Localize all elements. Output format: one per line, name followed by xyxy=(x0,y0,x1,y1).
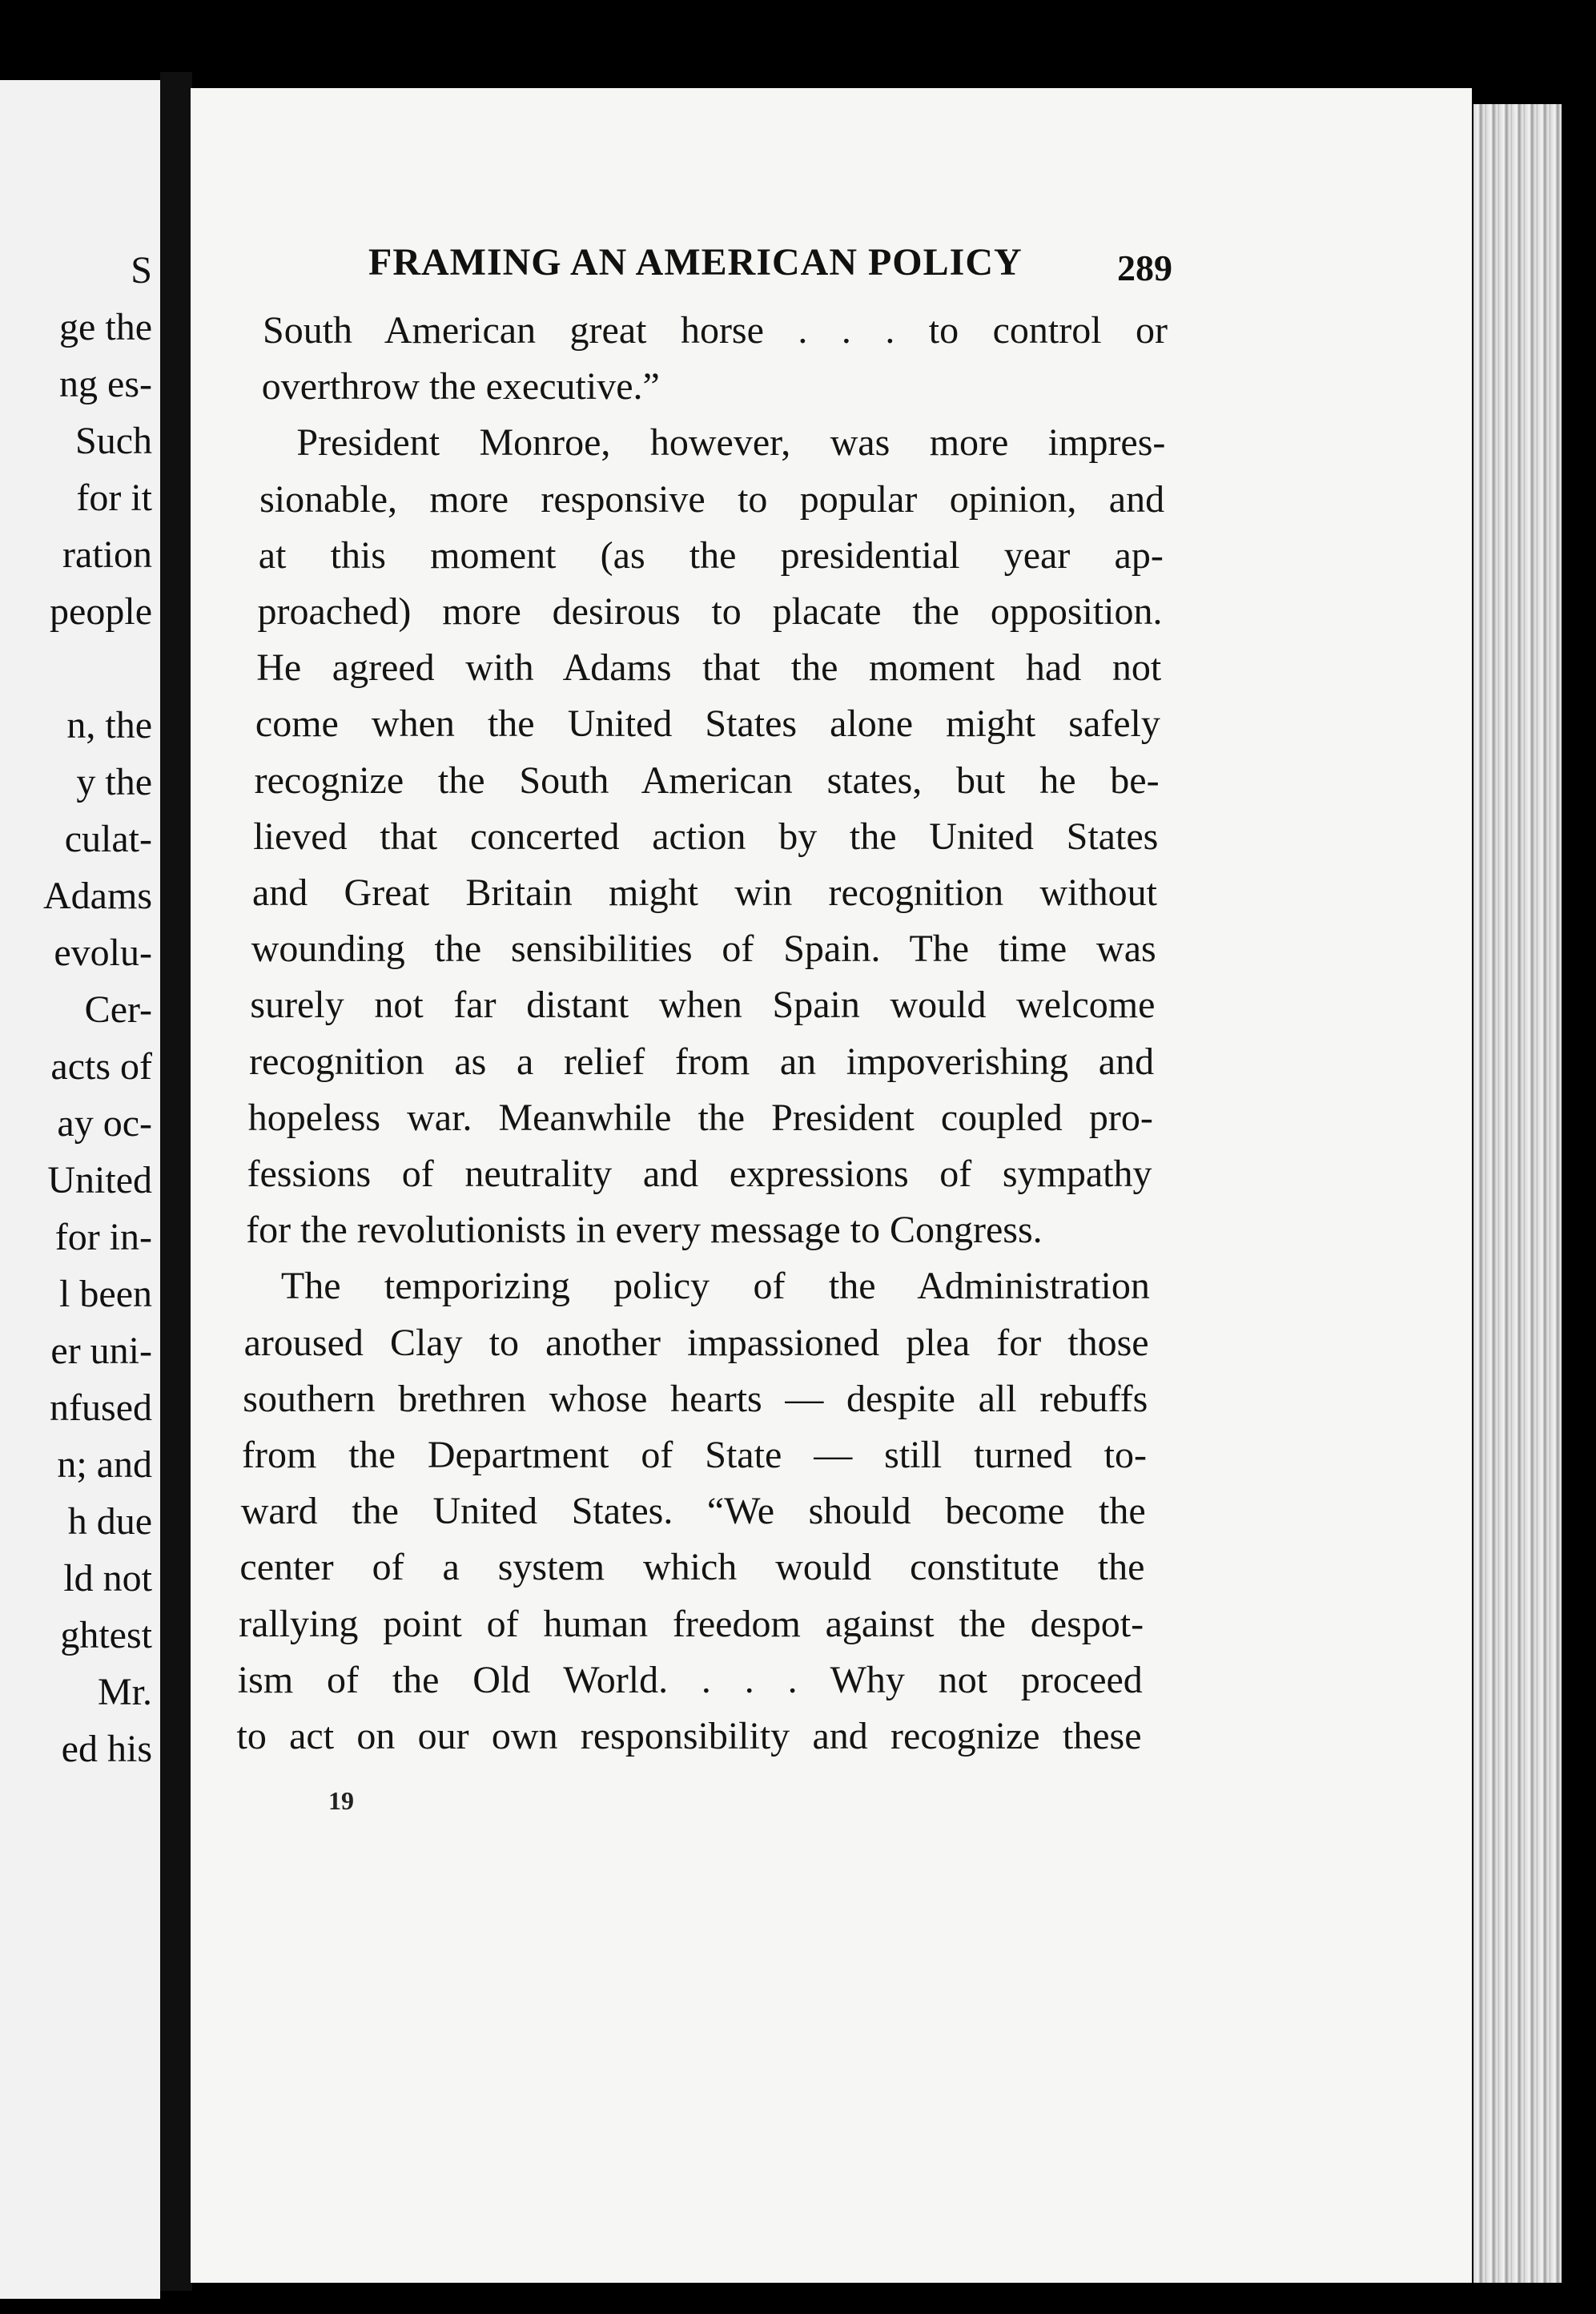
left-page-line: Adams xyxy=(43,875,152,917)
body-line: He agreed with Adams that the moment had not xyxy=(256,646,1162,690)
body-line: South American great horse . . . to control or xyxy=(263,309,1168,352)
left-page-line: for it xyxy=(76,477,152,519)
body-line: surely not far distant when Spain would welcome xyxy=(250,984,1156,1027)
body-line: southern brethren whose hearts — despite all rebuffs xyxy=(243,1377,1148,1420)
left-page-line: ay oc- xyxy=(57,1102,152,1145)
book-gutter xyxy=(160,72,192,2291)
left-page-line: United xyxy=(47,1159,152,1201)
left-page-line: n; and xyxy=(57,1443,152,1486)
left-page-line: er uni- xyxy=(50,1330,152,1372)
left-page-line: Cer- xyxy=(84,988,152,1031)
body-line: and Great Britain might win recognition without xyxy=(252,871,1157,914)
left-page-line: y the xyxy=(76,761,152,803)
body-line: ism of the Old World. . . . Why not proceed xyxy=(237,1658,1143,1701)
left-page-line: culat- xyxy=(64,818,152,860)
body-line: to act on our own responsibility and recognize these xyxy=(236,1715,1142,1757)
body-line: at this moment (as the presidential year ap- xyxy=(258,533,1164,577)
body-line: from the Department of State — still turned to- xyxy=(242,1434,1147,1476)
signature-mark: 19 xyxy=(328,1786,354,1815)
body-line: come when the United States alone might safely xyxy=(255,702,1160,746)
left-page-line: ration xyxy=(62,533,152,576)
body-line: fessions of neutrality and expressions of sympathy xyxy=(247,1153,1152,1195)
left-page-line: ed his xyxy=(61,1728,152,1770)
body-line: center of a system which would constitute the xyxy=(239,1546,1145,1589)
body-line: ward the United States. “We should become the xyxy=(240,1490,1146,1533)
left-page xyxy=(0,80,160,2299)
left-page-line: Such xyxy=(75,420,152,462)
body-line: overthrow the executive.” xyxy=(261,365,660,408)
body-line: aroused Clay to another impassioned plea for those xyxy=(243,1321,1149,1364)
body-line: lieved that concerted action by the United States xyxy=(253,815,1159,858)
page-edges xyxy=(1473,104,1562,2283)
body-line: proached) more desirous to placate the opposition. xyxy=(257,590,1163,633)
left-page-line: S xyxy=(131,249,152,292)
left-page-line: evolu- xyxy=(54,932,152,974)
body-line: hopeless war. Meanwhile the President coupled pro- xyxy=(247,1096,1153,1139)
left-page-line: n, the xyxy=(66,704,152,747)
left-page-line: Mr. xyxy=(97,1671,152,1713)
left-page-line: h due xyxy=(67,1500,152,1543)
left-page-line: ng es- xyxy=(59,363,152,405)
body-line: rallying point of human freedom against the despot- xyxy=(239,1602,1144,1645)
left-page-line: ld not xyxy=(63,1557,152,1600)
left-page-line: acts of xyxy=(50,1045,152,1088)
page-number: 289 xyxy=(1117,247,1172,288)
body-line: wounding the sensibilities of Spain. The time was xyxy=(251,928,1156,971)
body-line: recognize the South American states, but he be- xyxy=(254,759,1160,802)
left-page-line: nfused xyxy=(50,1386,152,1429)
body-line: President Monroe, however, was more impres- xyxy=(296,421,1166,465)
running-head: FRAMING AN AMERICAN POLICY xyxy=(368,241,1023,284)
body-line: for the revolutionists in every message to Congress. xyxy=(246,1209,1043,1252)
left-page-line: people xyxy=(50,590,152,633)
body-line: recognition as a relief from an impoverishing and xyxy=(249,1040,1155,1083)
body-line: The temporizing policy of the Administration xyxy=(280,1265,1150,1308)
body-line: sionable, more responsive to popular opinion, and xyxy=(259,477,1165,521)
left-page-line: ghtest xyxy=(60,1614,152,1656)
left-page-line: ge the xyxy=(59,306,152,348)
left-page-line: for in- xyxy=(54,1216,152,1258)
left-page-line: l been xyxy=(59,1273,152,1315)
